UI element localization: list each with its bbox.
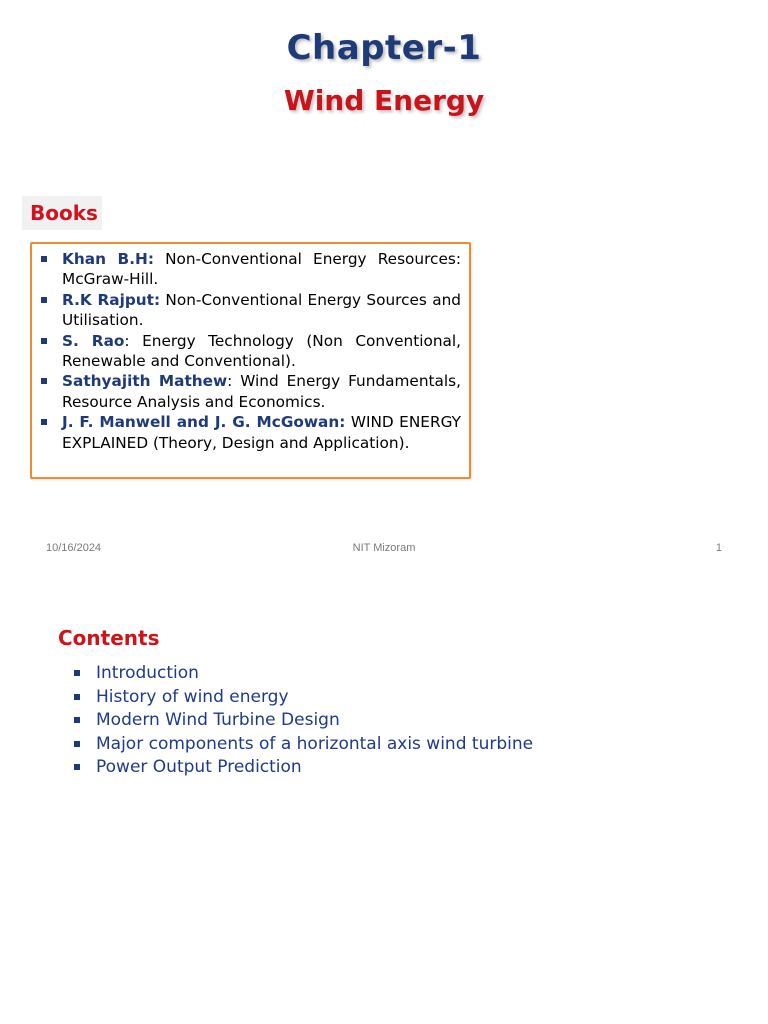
book-author: S. Rao — [62, 331, 125, 350]
footer-date: 10/16/2024 — [46, 542, 102, 554]
contents-item — [72, 709, 533, 733]
book-item — [38, 371, 461, 412]
contents-item-label: Power Output Prediction — [96, 757, 302, 777]
books-list-box — [30, 242, 471, 479]
square-bullet-icon — [41, 297, 47, 303]
book-item — [38, 331, 461, 372]
square-bullet-icon — [41, 378, 47, 384]
book-title: Non-Conventional Energy Sources and Utilisation. — [62, 290, 461, 330]
contents-item — [72, 686, 533, 710]
square-bullet-icon — [74, 694, 80, 700]
footer-organization: NIT Mizoram — [352, 542, 416, 554]
book-title: WIND ENERGY EXPLAINED (Theory, Design and Application). — [62, 413, 462, 452]
book-author: J. F. Manwell and J. G. McGowan: — [62, 413, 346, 432]
square-bullet-icon — [74, 717, 80, 723]
slide-2 — [0, 578, 768, 1024]
square-bullet-icon — [74, 670, 80, 676]
square-bullet-icon — [74, 764, 80, 770]
books-heading: Books — [22, 196, 102, 230]
contents-item — [72, 756, 533, 780]
contents-heading: Contents — [58, 626, 160, 650]
square-bullet-icon — [74, 741, 80, 747]
contents-item — [72, 662, 533, 686]
book-title: Non-Conventional Energy Resources: McGraw-Hill. — [62, 250, 461, 289]
chapter-subtitle: Wind Energy — [283, 84, 485, 117]
book-author: Sathyajith Mathew — [62, 372, 228, 391]
book-item — [38, 290, 461, 331]
book-title: : Energy Technology (Non Conventional, Renewable and Conventional). — [62, 331, 461, 371]
square-bullet-icon — [41, 419, 47, 425]
contents-item-label: Major components of a horizontal axis wind turbine — [96, 733, 534, 754]
contents-item-label: History of wind energy — [96, 686, 289, 707]
contents-item-label: Modern Wind Turbine Design — [96, 710, 340, 730]
contents-list — [72, 662, 533, 780]
book-item — [38, 412, 461, 453]
footer-page-number: 1 — [715, 542, 722, 554]
book-author: R.K Rajput: — [62, 290, 161, 309]
contents-item-label: Introduction — [96, 663, 199, 683]
book-title: : Wind Energy Fundamentals, Resource Analysis and Economics. — [62, 372, 461, 411]
contents-item — [72, 733, 533, 757]
square-bullet-icon — [41, 256, 47, 262]
book-item — [38, 249, 461, 290]
chapter-title: Chapter-1 — [286, 28, 482, 68]
square-bullet-icon — [41, 338, 47, 344]
book-author: Khan B.H: — [62, 250, 154, 268]
